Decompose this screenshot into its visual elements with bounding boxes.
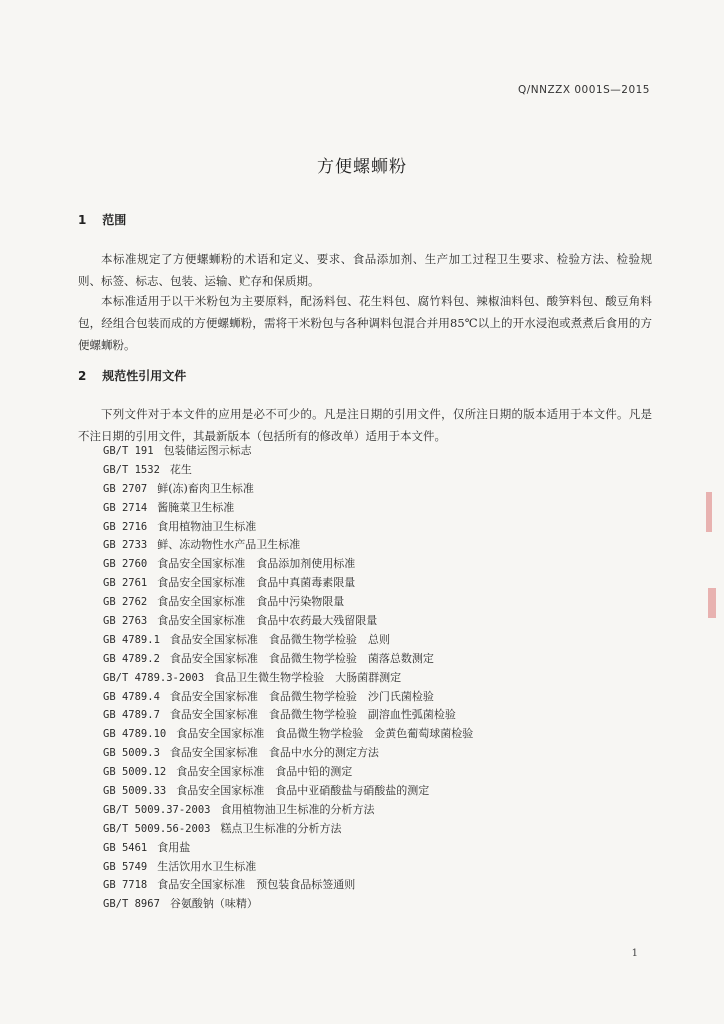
list-item — [103, 536, 473, 555]
list-item — [103, 763, 473, 782]
reference-code: GB 4789.7 — [103, 709, 160, 722]
reference-code: GB 2761 — [103, 577, 148, 590]
list-item — [103, 631, 473, 650]
reference-name: 食用盐 — [157, 840, 191, 854]
list-item — [103, 593, 473, 612]
reference-name: 生活饮用水卫生标准 — [157, 859, 257, 873]
document-number: Q/NNZZX 0001S—2015 — [517, 84, 650, 96]
reference-code: GB 5461 — [103, 841, 148, 854]
section-2-intro: 下列文件对于本文件的应用是必不可少的。凡是注日期的引用文件，仅所注日期的版本适用于本文件。凡是不注日期的引用文件，其最新版本（包括所有的修改单）适用于本文件。 — [78, 407, 652, 443]
list-item — [103, 706, 473, 725]
list-item — [103, 461, 473, 480]
reference-code: GB/T 5009.56-2003 — [103, 822, 211, 835]
reference-code: GB 2707 — [103, 482, 148, 495]
reference-list — [103, 442, 473, 914]
reference-name: 食用植物油卫生标准的分析方法 — [220, 802, 375, 816]
reference-name: 食用植物油卫生标准 — [157, 519, 257, 533]
reference-code: GB 4789.10 — [103, 728, 167, 741]
reference-name: 食品安全国家标准 食品中农药最大残留限量 — [157, 614, 378, 628]
reference-name: 包装储运图示标志 — [163, 444, 252, 457]
reference-code: GB 2763 — [103, 615, 148, 628]
list-item — [103, 858, 473, 877]
list-item — [103, 499, 473, 518]
section-1-paragraph-2: 本标准适用于以干米粉包为主要原料，配汤料包、花生料包、腐竹料包、辣椒油料包、酸笋料包、酸豆角料包，经组合包装而成的方便螺蛳粉，需将干米粉包与各种调料包混合并用85℃以上的开水浸泡或煮煮后食用的方便螺蛳粉。 — [78, 294, 652, 352]
list-item — [103, 688, 473, 707]
list-item — [103, 480, 473, 499]
list-item — [103, 669, 473, 688]
reference-name: 酱腌菜卫生标准 — [157, 500, 235, 514]
list-item — [103, 801, 473, 820]
section-1-paragraph-1: 本标准规定了方便螺蛳粉的术语和定义、要求、食品添加剂、生产加工过程卫生要求、检验方法、检验规则、标签、标志、包装、运输、贮存和保质期。 — [78, 252, 652, 288]
reference-name: 谷氨酸钠（味精） — [169, 897, 258, 911]
reference-name: 食品安全国家标准 食品微生物学检验 菌落总数测定 — [169, 651, 434, 665]
section-2-number: 2 — [78, 369, 87, 383]
reference-code: GB 2762 — [103, 596, 148, 609]
reference-code: GB 4789.1 — [103, 633, 160, 646]
seal-mark-fragment — [708, 588, 716, 618]
list-item — [103, 612, 473, 631]
reference-name: 食品安全国家标准 食品中亚硝酸盐与硝酸盐的测定 — [176, 784, 430, 798]
reference-code: GB 2716 — [103, 520, 148, 533]
section-1-title: 范围 — [102, 213, 127, 227]
reference-code: GB 5009.12 — [103, 766, 167, 779]
reference-code: GB 2714 — [103, 501, 148, 514]
section-2-title: 规范性引用文件 — [102, 369, 187, 383]
reference-code: GB 2760 — [103, 558, 148, 571]
page-number: 1 — [631, 948, 638, 959]
list-item — [103, 574, 473, 593]
list-item — [103, 442, 473, 461]
reference-code: GB 4789.2 — [103, 652, 160, 665]
reference-code: GB/T 8967 — [103, 898, 160, 911]
reference-name: 食品安全国家标准 食品中真菌毒素限量 — [157, 576, 356, 590]
reference-name: 食品安全国家标准 食品微生物学检验 总则 — [169, 632, 390, 646]
seal-mark-fragment — [706, 492, 712, 532]
reference-name: 食品安全国家标准 食品中污染物限量 — [157, 595, 345, 609]
reference-code: GB/T 1532 — [103, 463, 160, 476]
reference-name: 食品安全国家标准 食品添加剂使用标准 — [157, 557, 356, 571]
list-item — [103, 782, 473, 801]
reference-code: GB 5009.33 — [103, 785, 167, 798]
reference-name: 食品安全国家标准 食品中铅的测定 — [176, 765, 353, 779]
reference-name: 食品安全国家标准 食品微生物学检验 副溶血性弧菌检验 — [169, 708, 456, 722]
reference-name: 食品安全国家标准 预包装食品标签通则 — [157, 878, 356, 892]
reference-name: 食品卫生微生物学检验 大肠菌群测定 — [214, 670, 402, 684]
section-1-heading — [78, 211, 126, 228]
reference-code: GB 5749 — [103, 860, 148, 873]
reference-code: GB/T 4789.3-2003 — [103, 671, 205, 684]
list-item — [103, 876, 473, 895]
list-item — [103, 895, 473, 914]
reference-name: 食品安全国家标准 食品微生物学检验 沙门氏菌检验 — [169, 689, 434, 703]
reference-code: GB 5009.3 — [103, 747, 160, 760]
list-item — [103, 820, 473, 839]
reference-name: 食品安全国家标准 食品中水分的测定方法 — [169, 746, 379, 760]
list-item — [103, 839, 473, 858]
reference-name: 食品安全国家标准 食品微生物学检验 金黄色葡萄球菌检验 — [176, 727, 474, 741]
reference-name: 糕点卫生标准的分析方法 — [220, 821, 342, 835]
reference-code: GB/T 191 — [103, 445, 154, 457]
list-item — [103, 555, 473, 574]
page-title: 方便螺蛳粉 — [317, 157, 407, 177]
reference-code: GB 2733 — [103, 539, 148, 552]
reference-code: GB 7718 — [103, 879, 148, 892]
reference-name: 花生 — [169, 462, 192, 476]
list-item — [103, 744, 473, 763]
section-2-heading — [78, 367, 186, 384]
section-1-number: 1 — [78, 213, 87, 227]
reference-name: 鲜(冻)畜肉卫生标准 — [157, 481, 254, 495]
reference-code: GB 4789.4 — [103, 690, 160, 703]
list-item — [103, 650, 473, 669]
list-item — [103, 725, 473, 744]
list-item — [103, 518, 473, 537]
reference-code: GB/T 5009.37-2003 — [103, 803, 211, 816]
reference-name: 鲜、冻动物性水产品卫生标准 — [157, 538, 301, 552]
